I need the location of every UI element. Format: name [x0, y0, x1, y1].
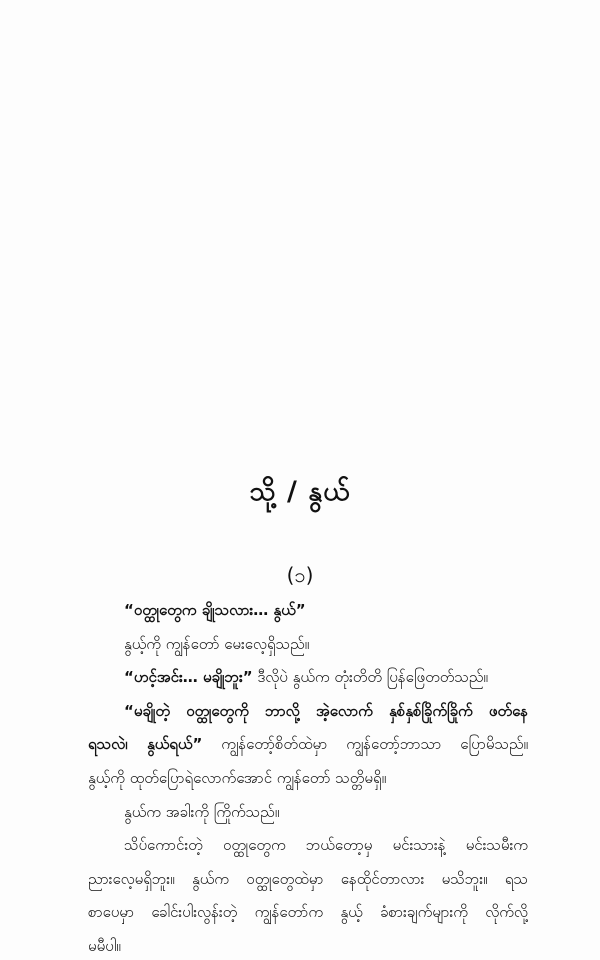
text-line	[88, 863, 528, 897]
dialogue-quote: “ဝတ္ထုတွေက ချိုသလား… နွယ်”	[124, 601, 306, 619]
dialogue-quote: “မချိုတဲ့ ဝတ္ထုတွေကို ဘာလို့ အဲ့လောက် နှစ်နှစ်ခြိုက်ခြိုက် ဖတ်နေ	[124, 701, 528, 720]
dialogue-quote: ရသလဲ၊ နွယ်ရယ်”	[88, 735, 203, 754]
narration-text: ဒီလိုပဲ နွယ်က တုံးတိတိ ပြန်ဖြေတတ်သည်။	[252, 668, 488, 687]
text-line	[88, 796, 528, 830]
dialogue-quote: “ဟင့်အင်း… မချိုဘူး”	[124, 668, 253, 687]
text-line	[88, 762, 528, 796]
narration-text: စာပေမှာ ခေါင်းပါးလွန်းတဲ့ ကျွန်တော်က နွယ့် ခံစားချက်များကို လိုက်လို့	[88, 903, 528, 922]
text-line	[88, 896, 528, 930]
narration-text: ကျွန်တော့်စိတ်ထဲမှာ ကျွန်တော့်ဘာသာ ပြောမိသည်။	[202, 735, 528, 754]
text-line	[88, 661, 528, 695]
text-line	[88, 695, 528, 729]
section-number: (၁)	[286, 563, 314, 587]
body-text	[88, 594, 528, 960]
text-line	[88, 930, 528, 960]
text-line	[88, 628, 528, 662]
narration-text: နွယ့်ကို ထုတ်ပြောရဲလောက်အောင် ကျွန်တော် သတ္တိမရှိ။	[88, 768, 387, 787]
narration-text: နွယ့်ကို ကျွန်တော် မေးလေ့ရှိသည်။	[124, 634, 310, 653]
narration-text: မမီပါ။	[88, 936, 121, 955]
text-line	[88, 728, 528, 762]
narration-text: နွယ်က အခါးကို ကြိုက်သည်။	[124, 802, 280, 821]
narration-text: သိပ်ကောင်းတဲ့ ဝတ္ထုတွေက ဘယ်တော့မှ မင်းသားနဲ့ မင်းသမီးက	[124, 836, 528, 855]
text-line	[88, 829, 528, 863]
chapter-title: သို့ / နွယ်	[249, 476, 351, 507]
narration-text: ညားလေ့မရှိဘူး။ နွယ်က ဝတ္ထုတွေထဲမှာ နေထိုင်တာလား မသိဘူး။ ရသ	[88, 869, 528, 888]
text-line	[88, 594, 528, 628]
